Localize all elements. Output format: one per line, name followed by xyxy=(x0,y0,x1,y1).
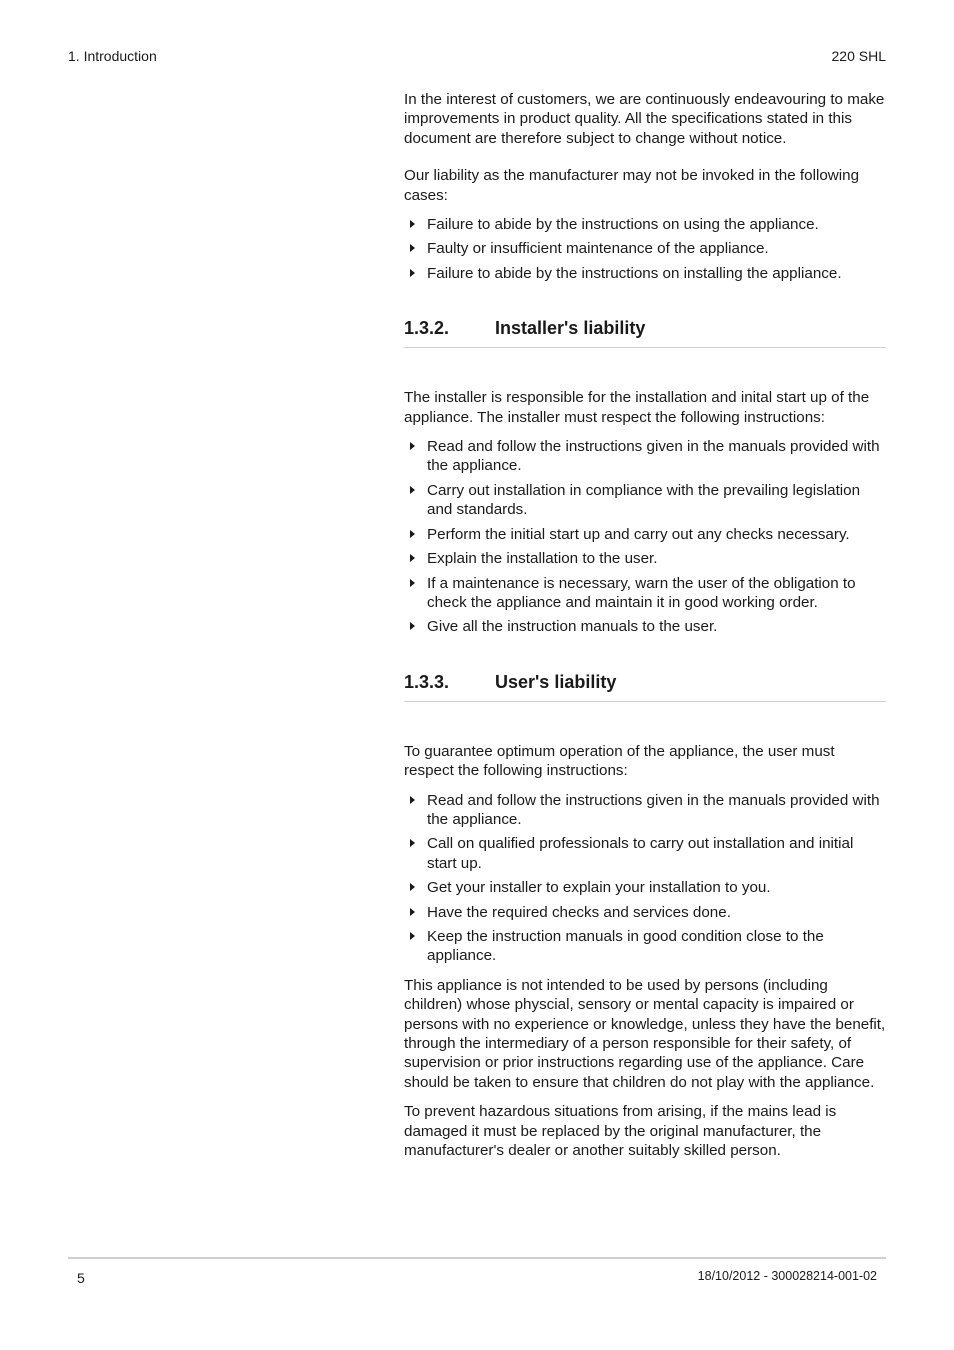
liability-paragraph: Our liability as the manufacturer may not be invoked in the following cases: xyxy=(404,167,860,204)
list-item: Explain the installation to the user. xyxy=(404,549,886,568)
bullet-arrow-icon xyxy=(410,932,415,940)
list-item: Read and follow the instructions given in the manuals provided with the appliance. xyxy=(404,437,886,476)
list-item: Call on qualified professionals to carry out installation and initial start up. xyxy=(404,834,886,873)
bullet-arrow-icon xyxy=(410,220,415,228)
intro-paragraph: In the interest of customers, we are continuously endeavouring to make improvements in product quality. All the specifications stated in this document are therefore subject to change without notice. xyxy=(404,91,885,147)
bullet-arrow-icon xyxy=(410,796,415,804)
bullet-arrow-icon xyxy=(410,579,415,587)
list-item: Carry out installation in compliance with the prevailing legislation and standards. xyxy=(404,481,886,520)
list-item: If a maintenance is necessary, warn the user of the obligation to check the appliance and maintain it in good working order. xyxy=(404,574,886,613)
bullet-arrow-icon xyxy=(410,244,415,252)
bullet-arrow-icon xyxy=(410,883,415,891)
installer-paragraph: The installer is responsible for the installation and inital start up of the appliance. The installer must respect the following instructions: xyxy=(404,389,870,426)
user-liability-heading xyxy=(404,671,886,702)
bullet-arrow-icon xyxy=(410,442,415,450)
bullet-arrow-icon xyxy=(410,908,415,916)
safety-paragraph: This appliance is not intended to be used by persons (including children) whose physcial, sensory or mental capacity is impaired or persons with no experience or knowledge, unless they have the benefit, through the intermediary of a person responsible for their safety, of supervision or prior instructions regarding use of the appliance. Care should be taken to ensure that children do not play with the appliance. xyxy=(404,976,886,1091)
installer-liability-heading xyxy=(404,317,886,348)
main-content xyxy=(404,90,886,1178)
bullet-arrow-icon xyxy=(410,839,415,847)
list-item: Failure to abide by the instructions on using the appliance. xyxy=(404,215,886,234)
list-item: Give all the instruction manuals to the user. xyxy=(404,617,886,636)
installer-instructions-list xyxy=(404,437,886,637)
footer-divider xyxy=(68,1257,886,1259)
list-item: Keep the instruction manuals in good condition close to the appliance. xyxy=(404,927,886,966)
bullet-arrow-icon xyxy=(410,530,415,538)
list-item: Have the required checks and services done. xyxy=(404,903,886,922)
section-title: Installer's liability xyxy=(495,318,646,339)
header-chapter: 1. Introduction xyxy=(68,48,157,64)
list-item: Faulty or insufficient maintenance of the appliance. xyxy=(404,239,886,258)
mains-lead-paragraph: To prevent hazardous situations from arising, if the mains lead is damaged it must be replaced by the original manufacturer, the manufacturer's dealer or another suitably skilled person. xyxy=(404,1103,837,1160)
list-item: Failure to abide by the instructions on installing the appliance. xyxy=(404,264,886,283)
list-item: Get your installer to explain your installation to you. xyxy=(404,878,886,897)
document-reference: 18/10/2012 - 300028214-001-02 xyxy=(697,1269,877,1283)
bullet-arrow-icon xyxy=(410,622,415,630)
section-number: 1.3.2. xyxy=(404,318,450,339)
list-item: Perform the initial start up and carry out any checks necessary. xyxy=(404,525,886,544)
user-instructions-list xyxy=(404,791,886,966)
page-number: 5 xyxy=(77,1270,85,1286)
user-paragraph: To guarantee optimum operation of the appliance, the user must respect the following instructions: xyxy=(404,742,835,780)
section-title: User's liability xyxy=(495,671,617,692)
manufacturer-liability-list xyxy=(404,215,886,283)
bullet-arrow-icon xyxy=(410,486,415,494)
list-item: Read and follow the instructions given in the manuals provided with the appliance. xyxy=(404,791,886,830)
bullet-arrow-icon xyxy=(410,554,415,562)
header-product: 220 SHL xyxy=(831,48,886,64)
bullet-arrow-icon xyxy=(410,269,415,277)
section-number: 1.3.3. xyxy=(404,671,450,692)
